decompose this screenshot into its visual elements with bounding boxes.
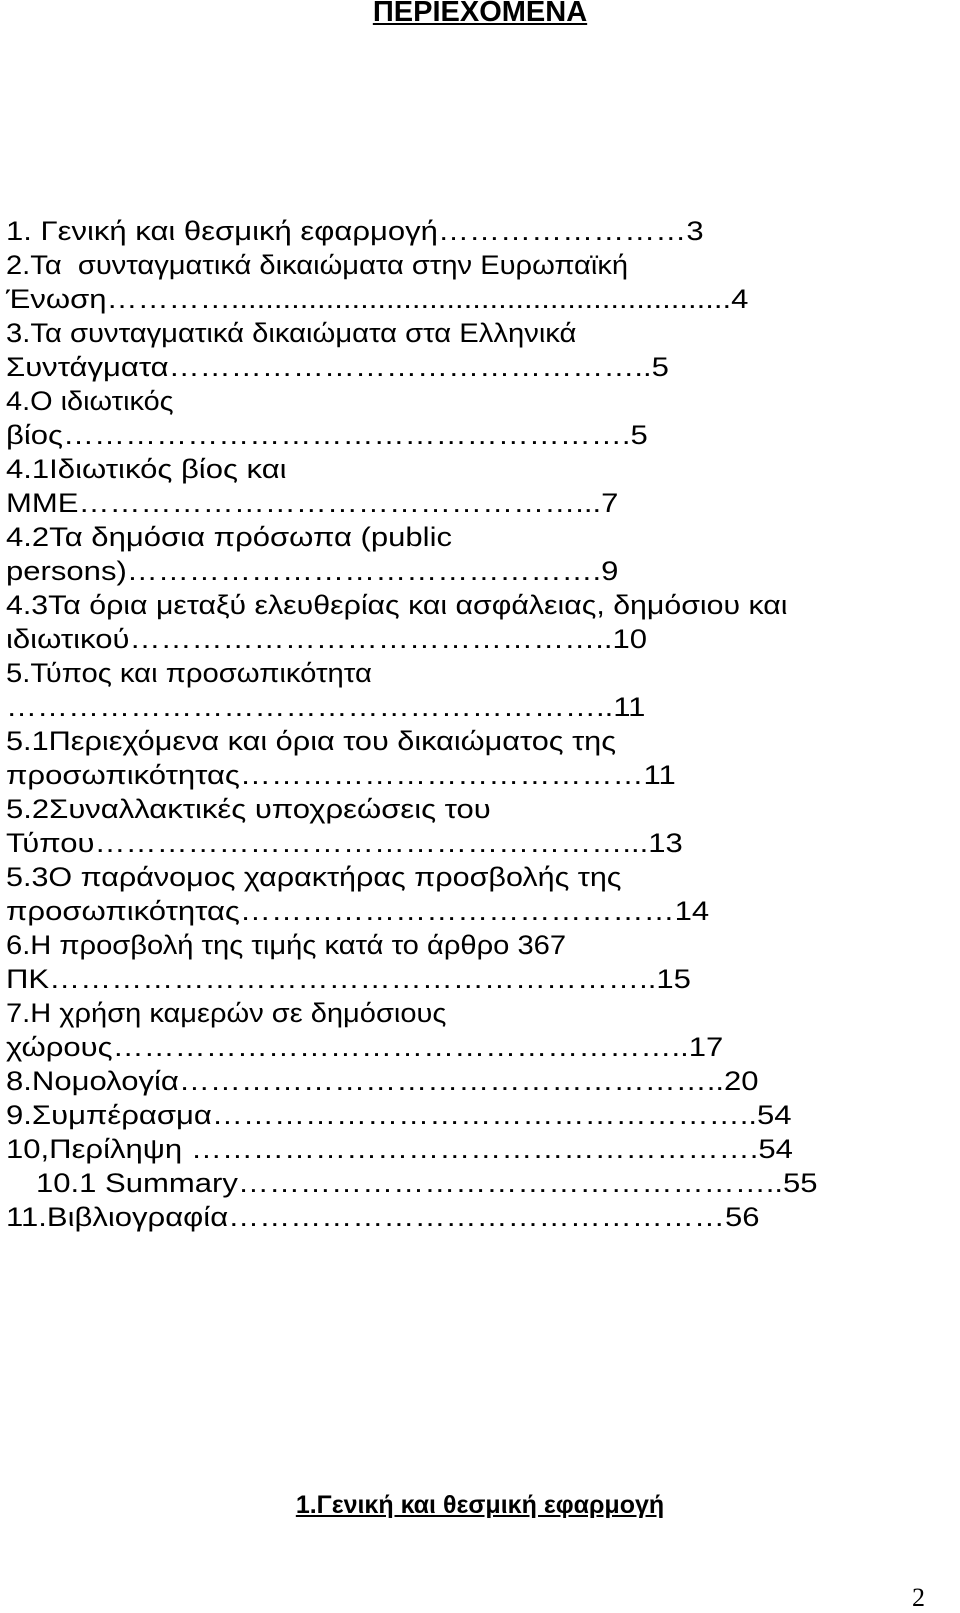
toc-entry: 4.3Τα όρια μεταξύ ελευθερίας και ασφάλειας, δημόσιου και: [6, 590, 788, 620]
toc-entry: 11.Βιβλιογραφία…………………………………………56: [6, 1202, 760, 1232]
toc-entry: 4.Ο ιδιωτικός: [6, 386, 174, 416]
toc-entry: Ένωση…………..........................................................4: [6, 284, 749, 314]
toc-entry: 1. Γενική και θεσμική εφαρμογή……………………3: [6, 216, 704, 246]
toc-entry: …………………………………………………..11: [6, 692, 646, 722]
toc-entry: Συντάγματα………………………………………..5: [6, 352, 669, 382]
toc-entry: βίος……………………………………………….5: [6, 420, 648, 450]
toc-entry: 9.Συμπέρασμα……………………………………………..54: [6, 1100, 792, 1130]
toc-title: ΠΕΡΙΕΧΟΜΕΝΑ: [372, 0, 588, 28]
toc-entry: προσωπικότητας……………………………………14: [6, 896, 710, 926]
toc-entry: 5.2Συναλλακτικές υποχρεώσεις του: [6, 794, 491, 824]
toc-entry: 5.1Περιεχόμενα και όρια του δικαιώματος της: [6, 726, 617, 756]
toc-entry: ΠΚ…………………………………………………..15: [6, 964, 691, 994]
toc-entry: ιδιωτικού………………………………………..10: [6, 624, 647, 654]
toc-entry: 6.Η προσβολή της τιμής κατά το άρθρο 367: [6, 930, 567, 960]
page-number: 2: [912, 1583, 925, 1612]
toc-entry: 10,Περίληψη ……………………………………………….54: [6, 1134, 793, 1164]
toc-entry: 5.3Ο παράνομος χαρακτήρας προσβολής της: [6, 862, 622, 892]
toc-entry: προσωπικότητας…………………………………11: [6, 760, 676, 790]
section-heading: 1.Γενική και θεσμική εφαρμογή: [295, 1491, 665, 1519]
toc-entry: 5.Τύπος και προσωπικότητα: [6, 658, 372, 688]
toc-entry: 10.1 Summary……………………………………………..55: [36, 1168, 818, 1198]
toc-entry: χώρους………………………………………………..17: [6, 1032, 724, 1062]
toc-entry: Τύπου……………………………………………...13: [6, 828, 683, 858]
toc-entry: 4.2Τα δημόσια πρόσωπα (public: [6, 522, 453, 552]
toc-entry: persons)……………………………………….9: [6, 556, 619, 586]
toc-entry: 7.Η χρήση καμερών σε δημόσιους: [6, 998, 447, 1028]
toc-entry: ΜΜΕ…………………………………………...7: [6, 488, 619, 518]
toc-entry: 3.Τα συνταγματικά δικαιώματα στα Ελληνικά: [6, 318, 577, 348]
toc-entry: 2.Τα συνταγματικά δικαιώματα στην Ευρωπαϊκή: [6, 250, 629, 280]
toc-entry: 8.Νομολογία……………………………………………..20: [6, 1066, 759, 1096]
toc-entry: 4.1Ιδιωτικός βίος και: [6, 454, 287, 484]
